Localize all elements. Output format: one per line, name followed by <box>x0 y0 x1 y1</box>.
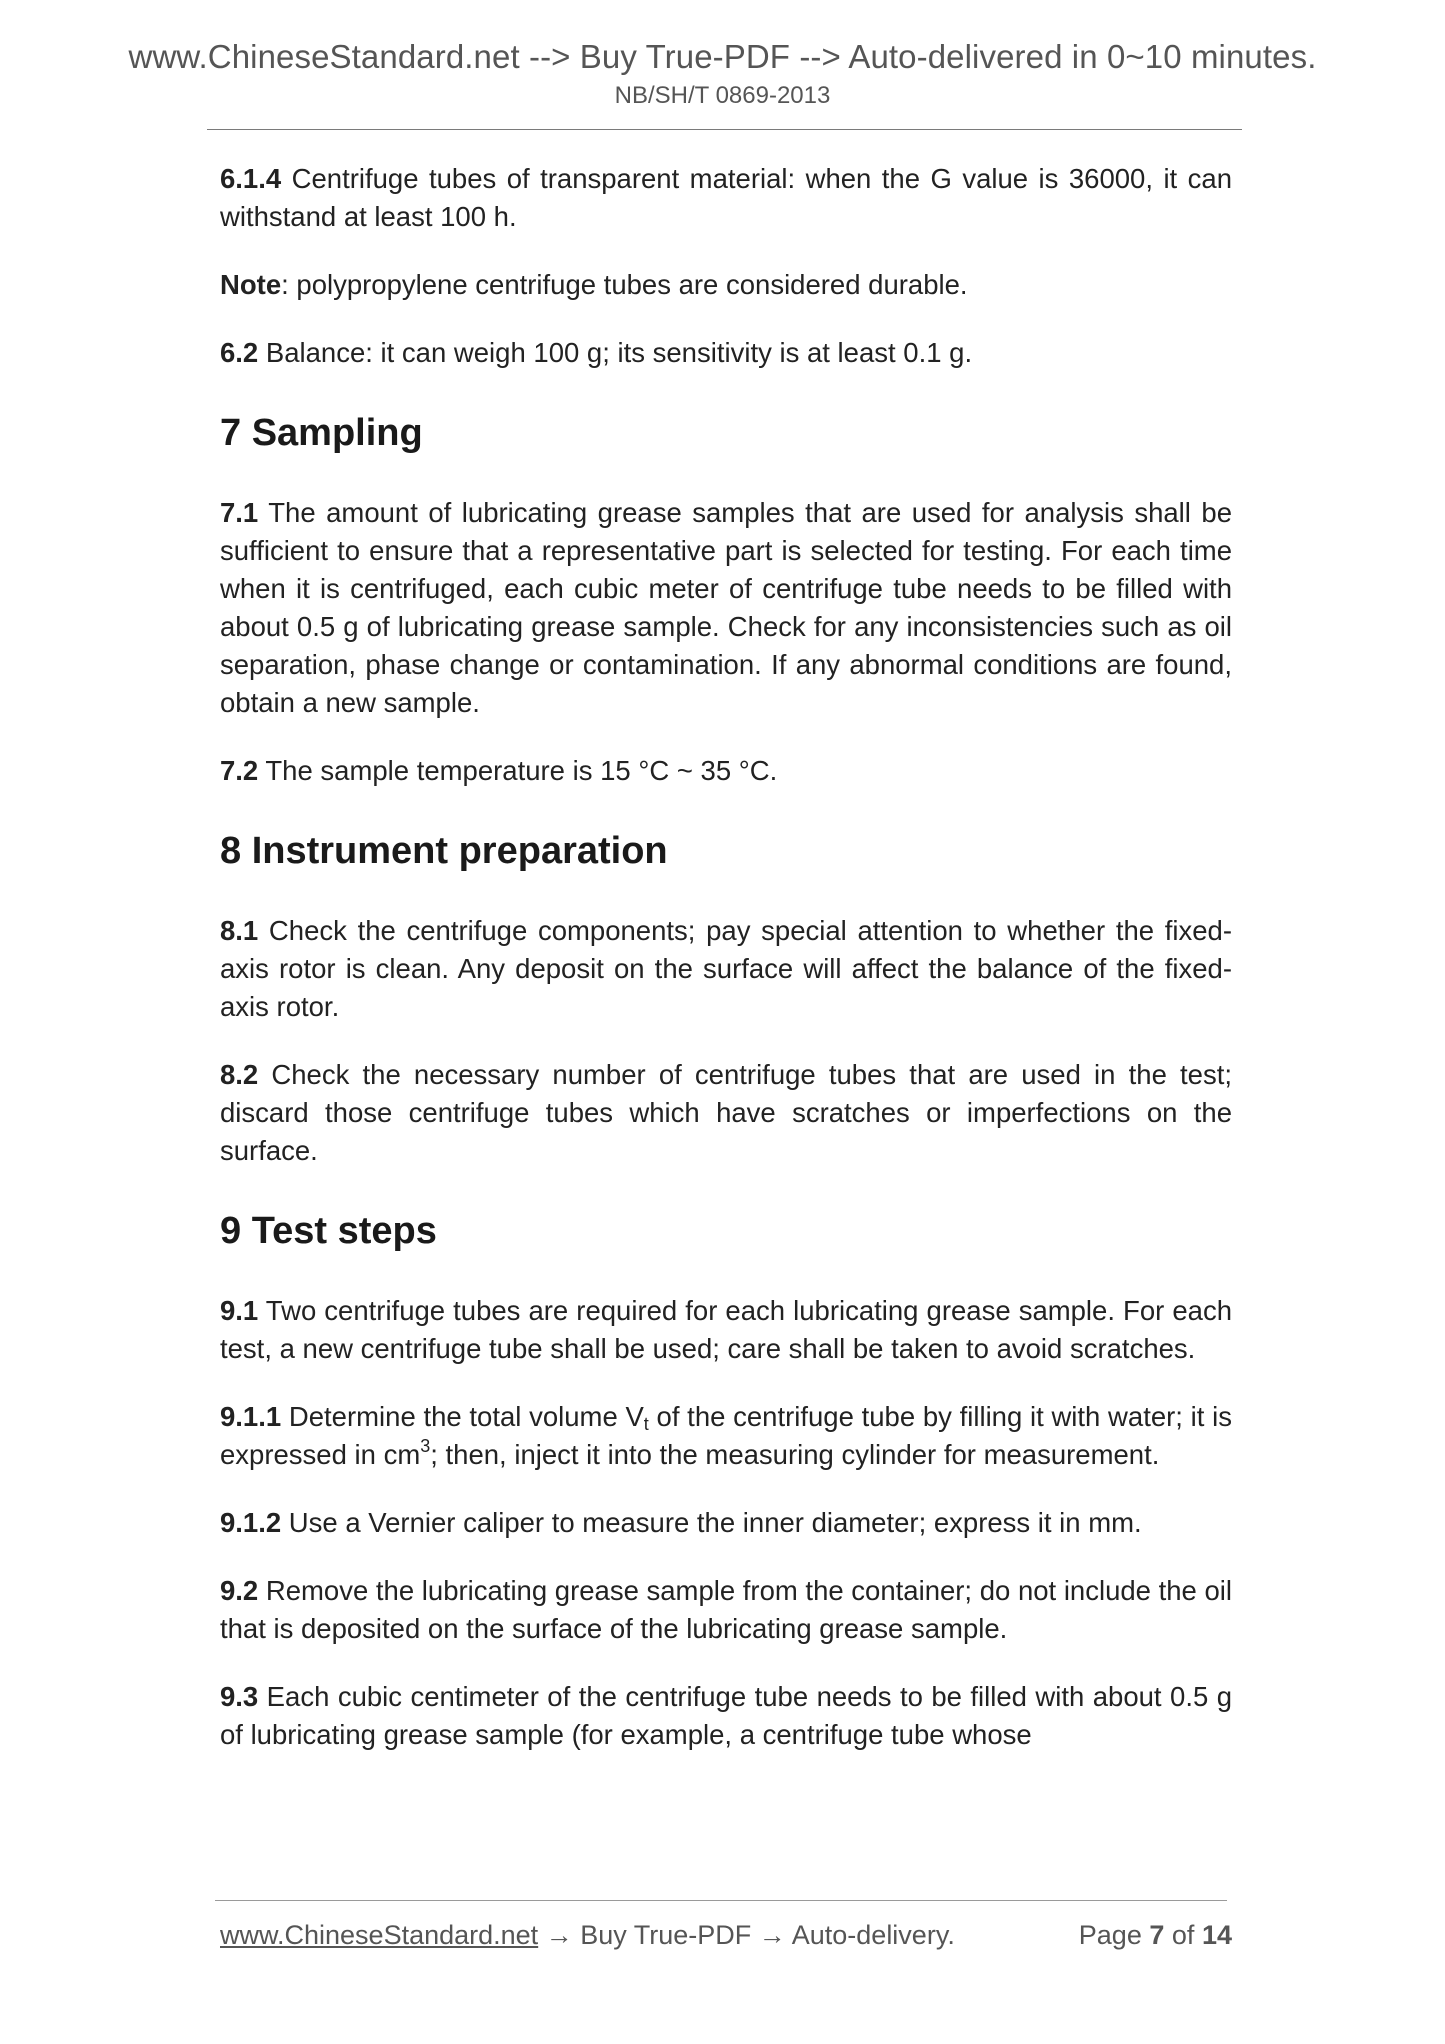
note-label: Note <box>220 269 282 300</box>
clause-7-1 <box>220 494 1232 722</box>
clause-6-2 <box>220 334 1232 372</box>
document-body <box>220 160 1232 1754</box>
clause-text: Centrifuge tubes of transparent material: when the G value is 36000, it can withstand at least 100 h. <box>220 163 1232 232</box>
subscript: t <box>643 1414 649 1434</box>
clause-text: Remove the lubricating grease sample from the container; do not include the oil that is deposited on the surface of the lubricating grease sample. <box>220 1575 1232 1644</box>
header-banner: www.ChineseStandard.net --> Buy True-PDF --> Auto-delivered in 0~10 minutes. <box>128 38 1317 75</box>
clause-6-1-4 <box>220 160 1232 236</box>
header-divider <box>207 129 1242 130</box>
clause-number: 8.1 <box>220 915 259 946</box>
clause-number: 8.2 <box>220 1059 259 1090</box>
clause-number: 9.2 <box>220 1575 259 1606</box>
clause-7-2 <box>220 752 1232 790</box>
clause-text: Balance: it can weigh 100 g; its sensitivity is at least 0.1 g. <box>258 337 973 368</box>
section-heading-8: 8 Instrument preparation <box>220 830 668 872</box>
clause-number: 7.1 <box>220 497 259 528</box>
clause-number: 9.1 <box>220 1295 259 1326</box>
clause-8-2 <box>220 1056 1232 1170</box>
clause-number: 9.1.1 <box>220 1401 282 1432</box>
clause-9-1-2 <box>220 1504 1232 1542</box>
clause-text: Two centrifuge tubes are required for each lubricating grease sample. For each test, a new centrifuge tube shall be used; care shall be taken to avoid scratches. <box>220 1295 1232 1364</box>
clause-9-3 <box>220 1678 1232 1754</box>
clause-number: 9.1.2 <box>220 1507 282 1538</box>
footer-nav-text: → Buy True-PDF → Auto-delivery. <box>538 1920 955 1950</box>
clause-text: Use a Vernier caliper to measure the inner diameter; express it in mm. <box>281 1507 1142 1538</box>
page-label: Page <box>1078 1920 1142 1950</box>
section-heading-7: 7 Sampling <box>220 412 423 454</box>
clause-text: of the centrifuge tube by filling it with water; it is expressed in cm <box>220 1401 1232 1470</box>
clause-text: Each cubic centimeter of the centrifuge tube needs to be filled with about 0.5 g of lubricating grease sample (for example, a centrifuge tube whose <box>220 1681 1232 1750</box>
page-number: 7 <box>1149 1920 1165 1950</box>
note <box>220 266 1232 304</box>
clause-9-1 <box>220 1292 1232 1368</box>
page-indicator <box>1079 1920 1232 1951</box>
section-heading-9: 9 Test steps <box>220 1210 437 1252</box>
clause-8-1 <box>220 912 1232 1026</box>
clause-text: ; then, inject it into the measuring cylinder for measurement. <box>430 1439 1160 1470</box>
footer-site-link[interactable]: www.ChineseStandard.net <box>220 1920 539 1950</box>
superscript: 3 <box>420 1436 431 1456</box>
footer-left <box>220 1920 955 1951</box>
clause-9-2 <box>220 1572 1232 1648</box>
note-text: : polypropylene centrifuge tubes are considered durable. <box>281 269 968 300</box>
page-footer <box>220 1920 1232 1954</box>
clause-text: Check the centrifuge components; pay special attention to whether the fixed-axis rotor is clean. Any deposit on the surface will affect the balance of the fixed-axis rotor. <box>220 915 1232 1022</box>
clause-text: The amount of lubricating grease samples that are used for analysis shall be sufficient to ensure that a representative part is selected for testing. For each time when it is centrifuged, each cubic meter of centrifuge tube needs to be filled with about 0.5 g of lubricating grease sample. Check for any inconsistencies such as oil separation, phase change or contamination. If any abnormal conditions are found, obtain a new sample. <box>220 497 1232 718</box>
clause-text: Check the necessary number of centrifuge tubes that are used in the test; discard those centrifuge tubes which have scratches or imperfections on the surface. <box>220 1059 1232 1166</box>
clause-text: Determine the total volume V <box>281 1401 644 1432</box>
standard-code: NB/SH/T 0869-2013 <box>614 82 831 109</box>
of-label: of <box>1171 1920 1195 1950</box>
clause-text: The sample temperature is 15 °C ~ 35 °C. <box>258 755 778 786</box>
footer-divider <box>215 1900 1227 1901</box>
page-total: 14 <box>1201 1920 1232 1950</box>
clause-number: 9.3 <box>220 1681 259 1712</box>
clause-9-1-1 <box>220 1398 1232 1474</box>
clause-number: 7.2 <box>220 755 259 786</box>
clause-number: 6.1.4 <box>220 163 282 194</box>
clause-number: 6.2 <box>220 337 259 368</box>
